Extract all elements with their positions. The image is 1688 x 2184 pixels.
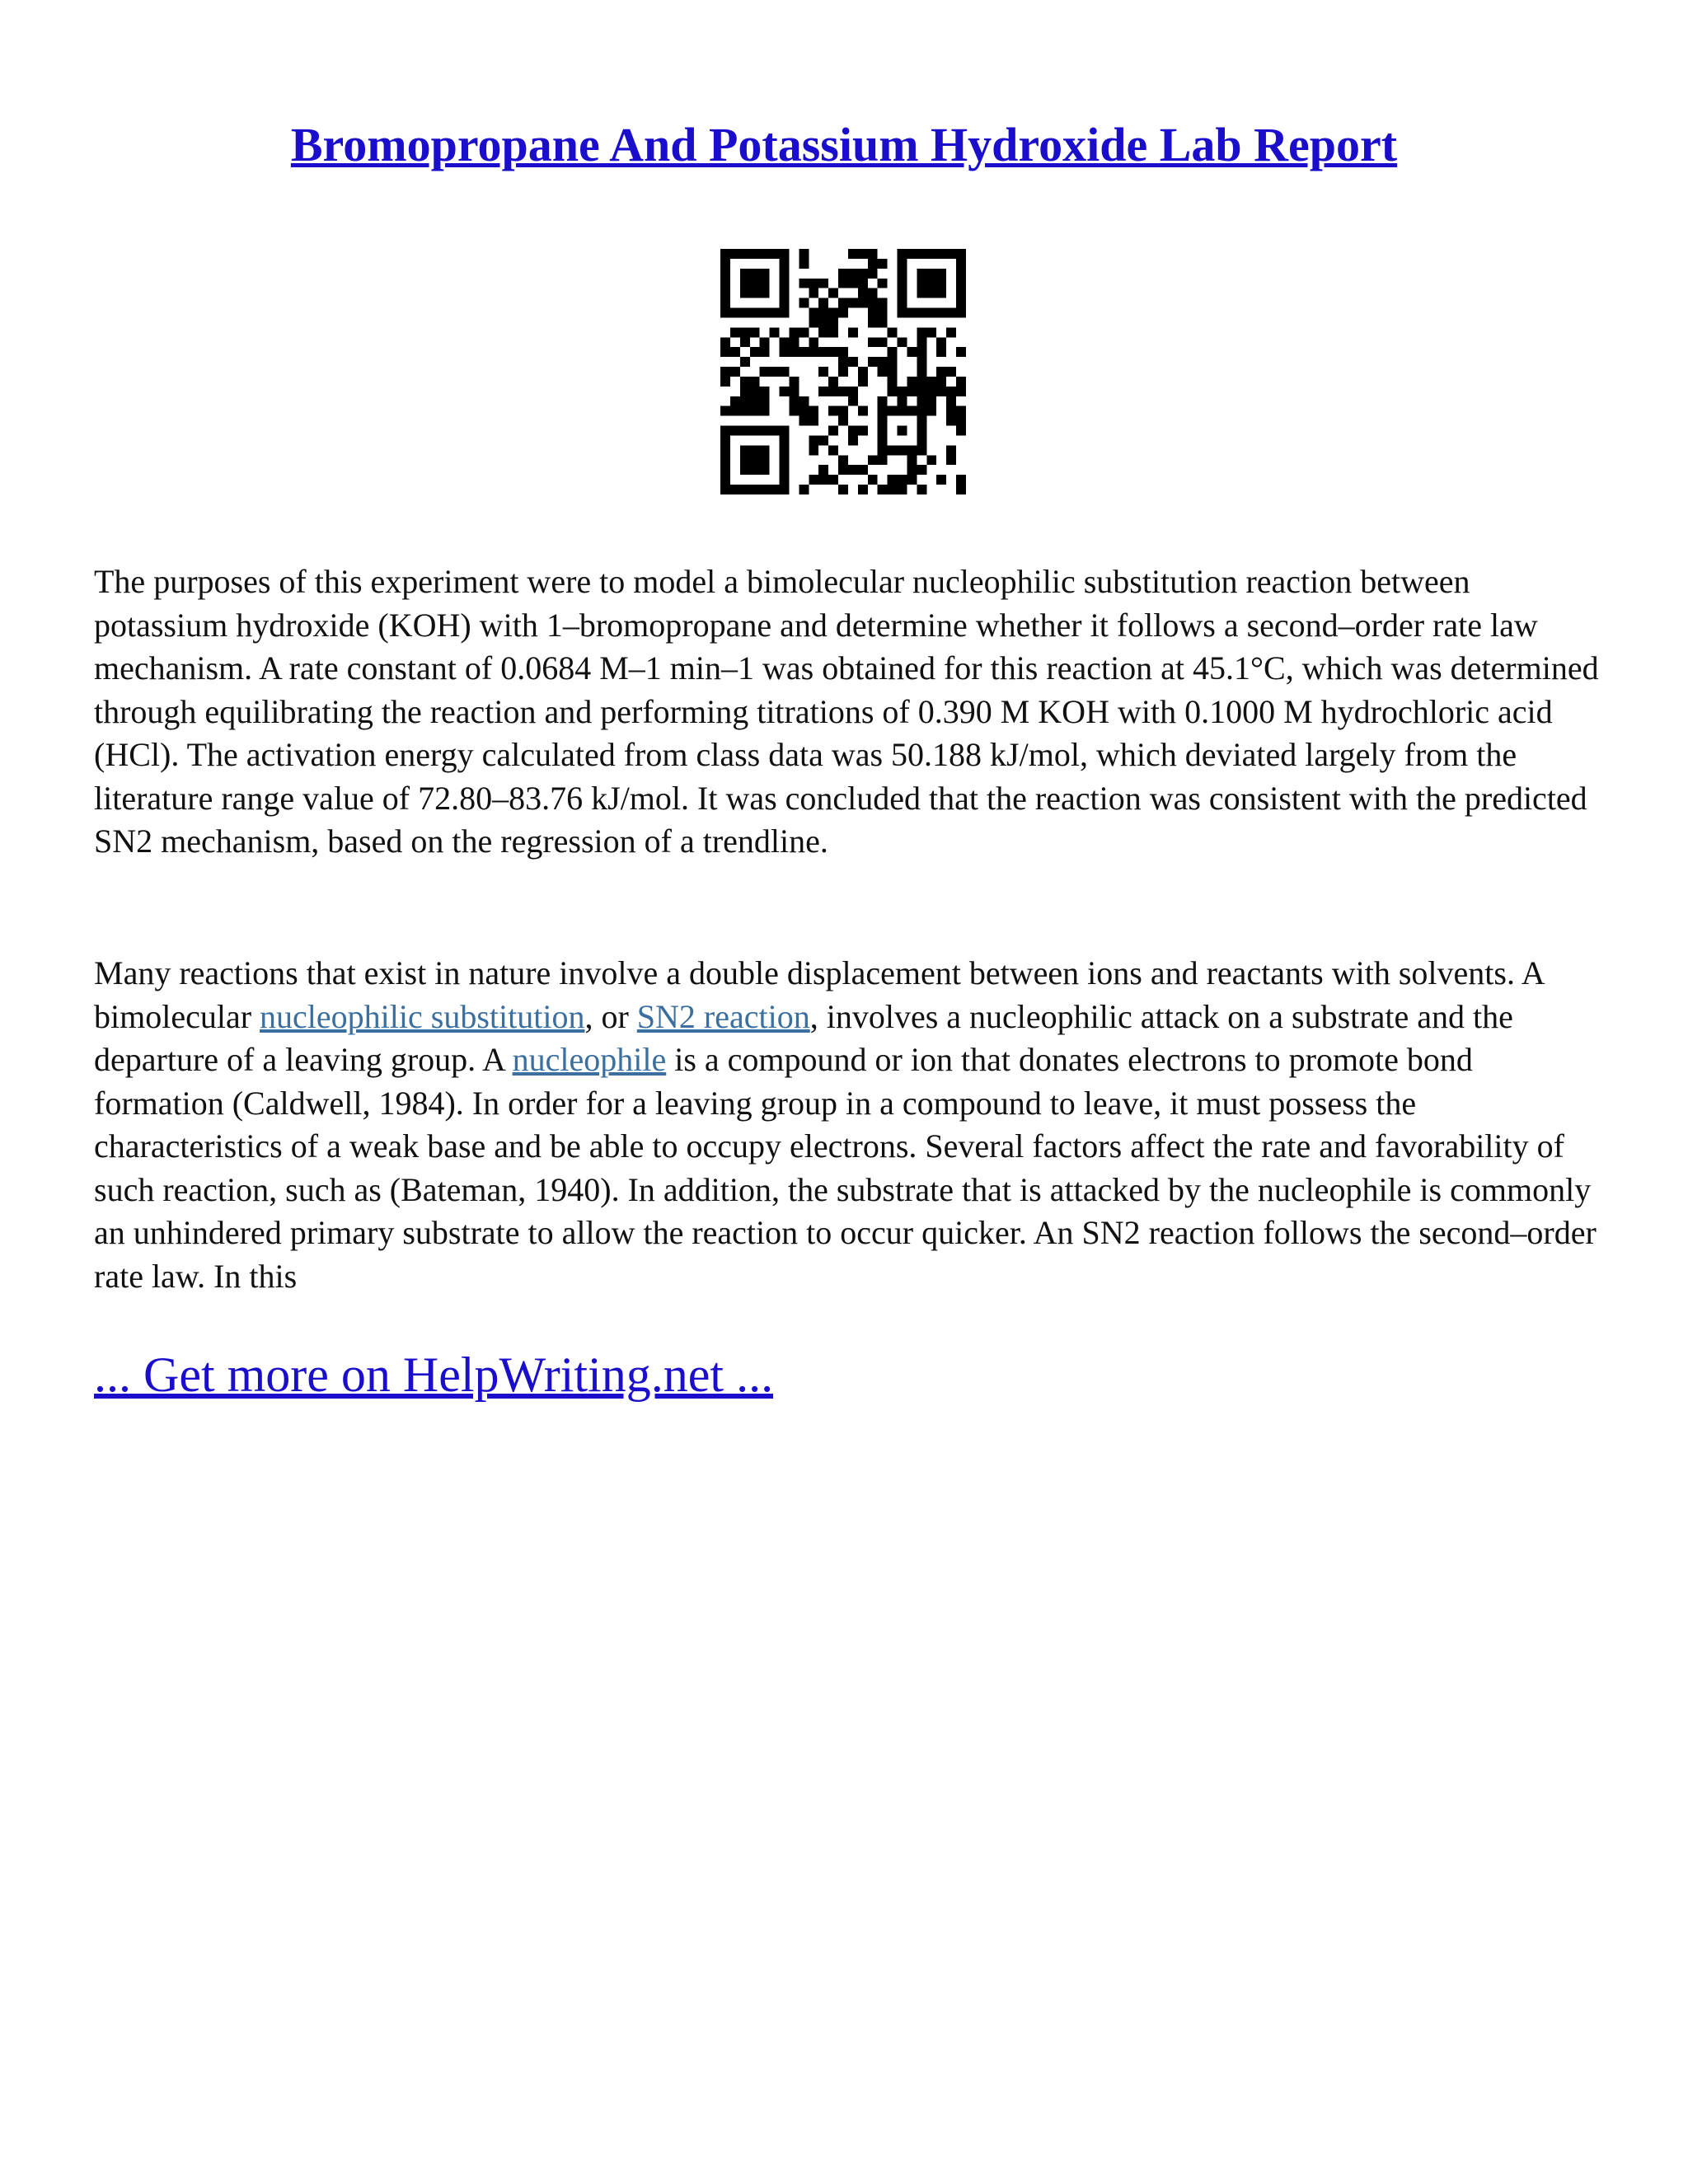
intro-text-b: , or bbox=[584, 997, 637, 1035]
title-link[interactable]: Bromopropane And Potassium Hydroxide Lab Report bbox=[290, 118, 1398, 171]
nucleophile-link[interactable]: nucleophile bbox=[512, 1041, 667, 1078]
intro-text-c: , involves a nucleophilic attack on a substrate and the departure of a leaving group. A bbox=[94, 997, 1513, 1078]
nucleophilic-substitution-link[interactable]: nucleophilic substitution bbox=[260, 997, 585, 1035]
intro-text-d: is a compound or ion that donates electrons to promote bond formation (Caldwell, 1984). In order for a leaving group in a compound to leave, it must possess the characteristics of a weak base and be able to occupy electrons. Several factors affect the rate and favorability of such reaction, such as (Bateman, 1940). In addition, the substrate that is attacked by the nucleophile is commonly an unhindered primary substrate to allow the reaction to occur quicker. An SN2 reaction follows the second–order rate law. In this bbox=[94, 1041, 1597, 1295]
abstract-paragraph: The purposes of this experiment were to model a bimolecular nucleophilic substitution reaction between potassium hydroxide (KOH) with 1–bromopropane and determine whether it follows a second–order rate law mechanism. A rate constant of 0.0684 M–1 min–1 was obtained for this reaction at 45.1°C, which was determined through equilibrating the reaction and performing titrations of 0.390 M KOH with 0.1000 M hydrochloric acid (HCl). The activation energy calculated from class data was 50.188 kJ/mol, which deviated largely from the literature range value of 72.80–83.76 kJ/mol. It was concluded that the reaction was consistent with the predicted SN2 mechanism, based on the regression of a trendline. bbox=[94, 563, 1599, 860]
intro-text-a: Many reactions that exist in nature involve a double displacement between ions and reactants with solvents. A bimolecular bbox=[94, 954, 1544, 1035]
sn2-reaction-link[interactable]: SN2 reaction bbox=[636, 997, 810, 1035]
get-more-link[interactable]: ... Get more on HelpWriting.net ... bbox=[94, 1347, 774, 1402]
qr-code-icon bbox=[720, 249, 966, 494]
introduction-paragraph bbox=[94, 952, 1602, 1298]
page-title bbox=[0, 115, 1688, 175]
